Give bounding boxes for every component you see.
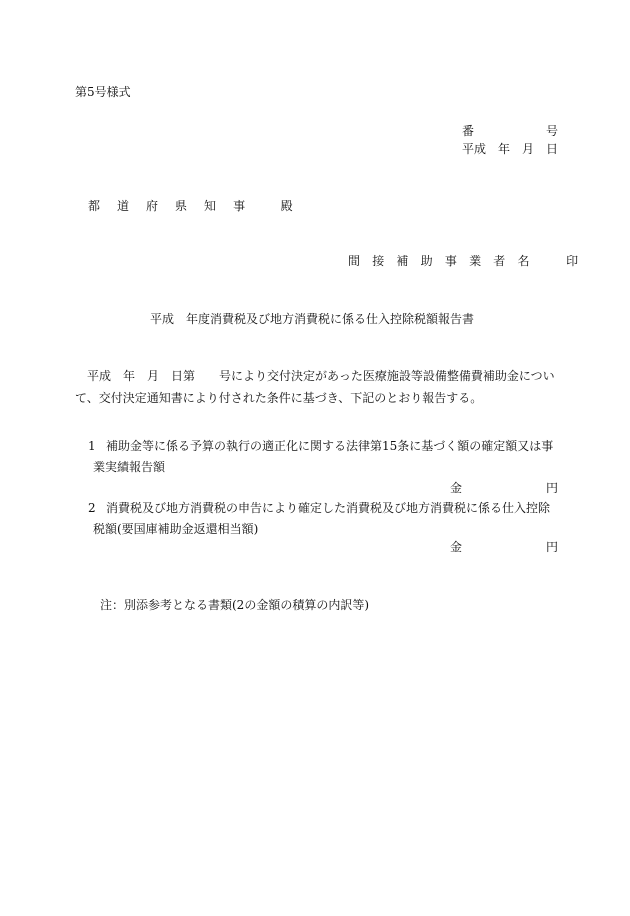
- item-1-number: 1: [88, 439, 96, 453]
- item-2-amount: 金 円: [449, 540, 558, 554]
- note: 注：別添参考となる書類(2の金額の積算の内訳等): [100, 598, 369, 612]
- item-2-text-line-2: 税額(要国庫補助金返還相当額): [93, 522, 259, 536]
- item-2-text-line-1: 消費税及び地方消費税の申告により確定した消費税及び地方消費税に係る仕入控除: [106, 501, 551, 515]
- date-label: 平成 年 月 日: [461, 142, 558, 156]
- item-1-text-line-1: 補助金等に係る予算の執行の適正化に関する法律第15条に基づく額の確定額又は事: [106, 439, 554, 453]
- intro-line-2: て、交付決定通知書により付された条件に基づき、下記のとおり報告する。: [75, 391, 483, 405]
- form-number: 第5号様式: [75, 85, 131, 99]
- intro-paragraph: [75, 365, 560, 409]
- item-2-number: 2: [88, 501, 96, 515]
- document-number-label: 番 号: [461, 124, 558, 138]
- document-title: 平成 年度消費税及び地方消費税に係る仕入控除税額報告書: [150, 312, 475, 326]
- addressee: 都 道 府 県 知 事 殿: [88, 199, 300, 213]
- item-1-amount: 金 円: [449, 481, 558, 495]
- applicant-name-line: 間 接 補 助 事 業 者 名 印: [348, 254, 583, 268]
- item-1-text-line-2: 業実績報告額: [93, 460, 166, 474]
- intro-line-1: 平成 年 月 日第 号により交付決定があった医療施設等設備整備費補助金につい: [87, 369, 555, 383]
